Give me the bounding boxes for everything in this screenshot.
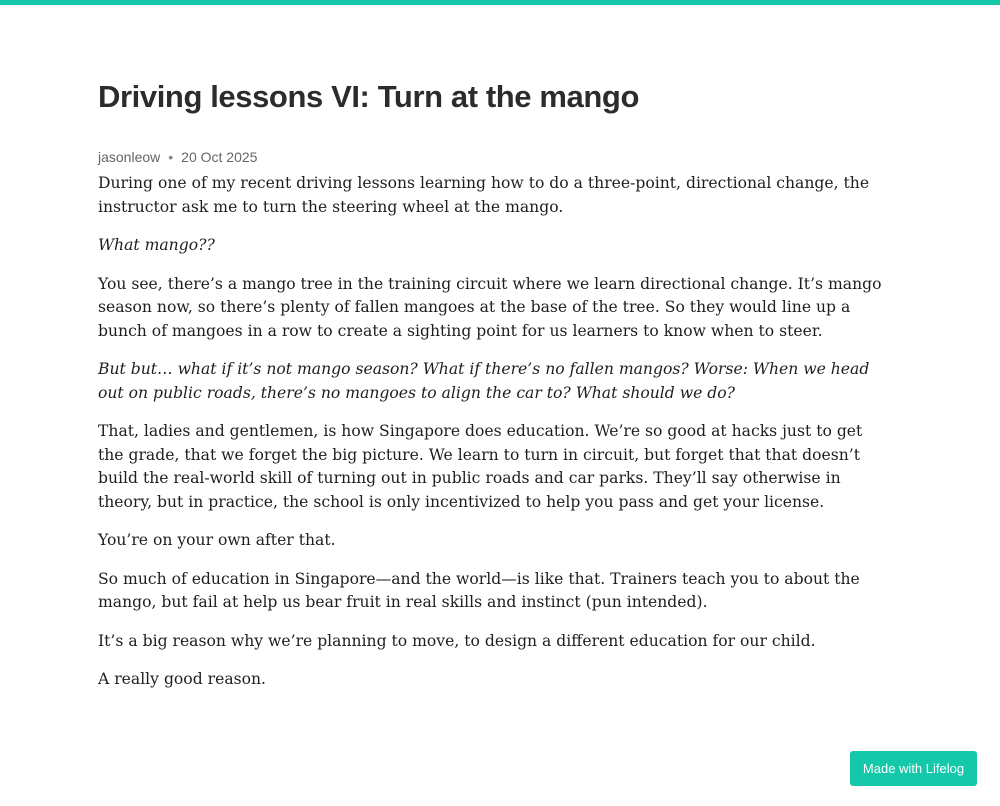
post-paragraph: A really good reason. [98, 670, 267, 688]
post-paragraph: But but… what if it’s not mango season? What if there’s no fallen mangos? Worse: When we head out on public roads, there’s no mangoes to align the car to? What should we do? [98, 360, 870, 402]
post-paragraph: During one of my recent driving lessons learning how to do a three-point, directional change, the instructor ask me to turn the steering wheel at the mango. [98, 174, 870, 216]
made-with-lifelog-button[interactable]: Made with Lifelog [850, 751, 977, 786]
post-paragraph: That, ladies and gentlemen, is how Singapore does education. We’re so good at hacks just to get the grade, that we forget the big picture. We learn to turn in circuit, but forget that that doesn’t build the real-world skill of turning out in public roads and car parks. They’ll say otherwise in theory, but in practice, the school is only incentivized to help you pass and get your license. [98, 422, 863, 511]
post-body [98, 172, 890, 707]
post-paragraph: So much of education in Singapore—and the world—is like that. Trainers teach you to about the mango, but fail at help us bear fruit in real skills and instinct (pun intended). [98, 569, 860, 611]
post-date: 20 Oct 2025 [181, 149, 258, 165]
author-link[interactable]: jasonleow [98, 149, 161, 165]
post-title: Driving lessons VI: Turn at the mango [98, 79, 639, 114]
post-paragraph: You’re on your own after that. [98, 531, 336, 549]
top-accent-bar [0, 0, 1000, 5]
post-paragraph: What mango?? [98, 236, 215, 254]
meta-separator: • [168, 149, 174, 165]
post-paragraph: It’s a big reason why we’re planning to move, to design a different education for our child. [98, 631, 816, 650]
post-paragraph: You see, there’s a mango tree in the training circuit where we learn directional change. It’s mango season now, so there’s plenty of fallen mangoes at the base of the tree. So they would line up a bunch of mangoes in a row to create a sighting point for us learners to know when to steer. [98, 274, 882, 340]
post-meta [98, 147, 257, 167]
